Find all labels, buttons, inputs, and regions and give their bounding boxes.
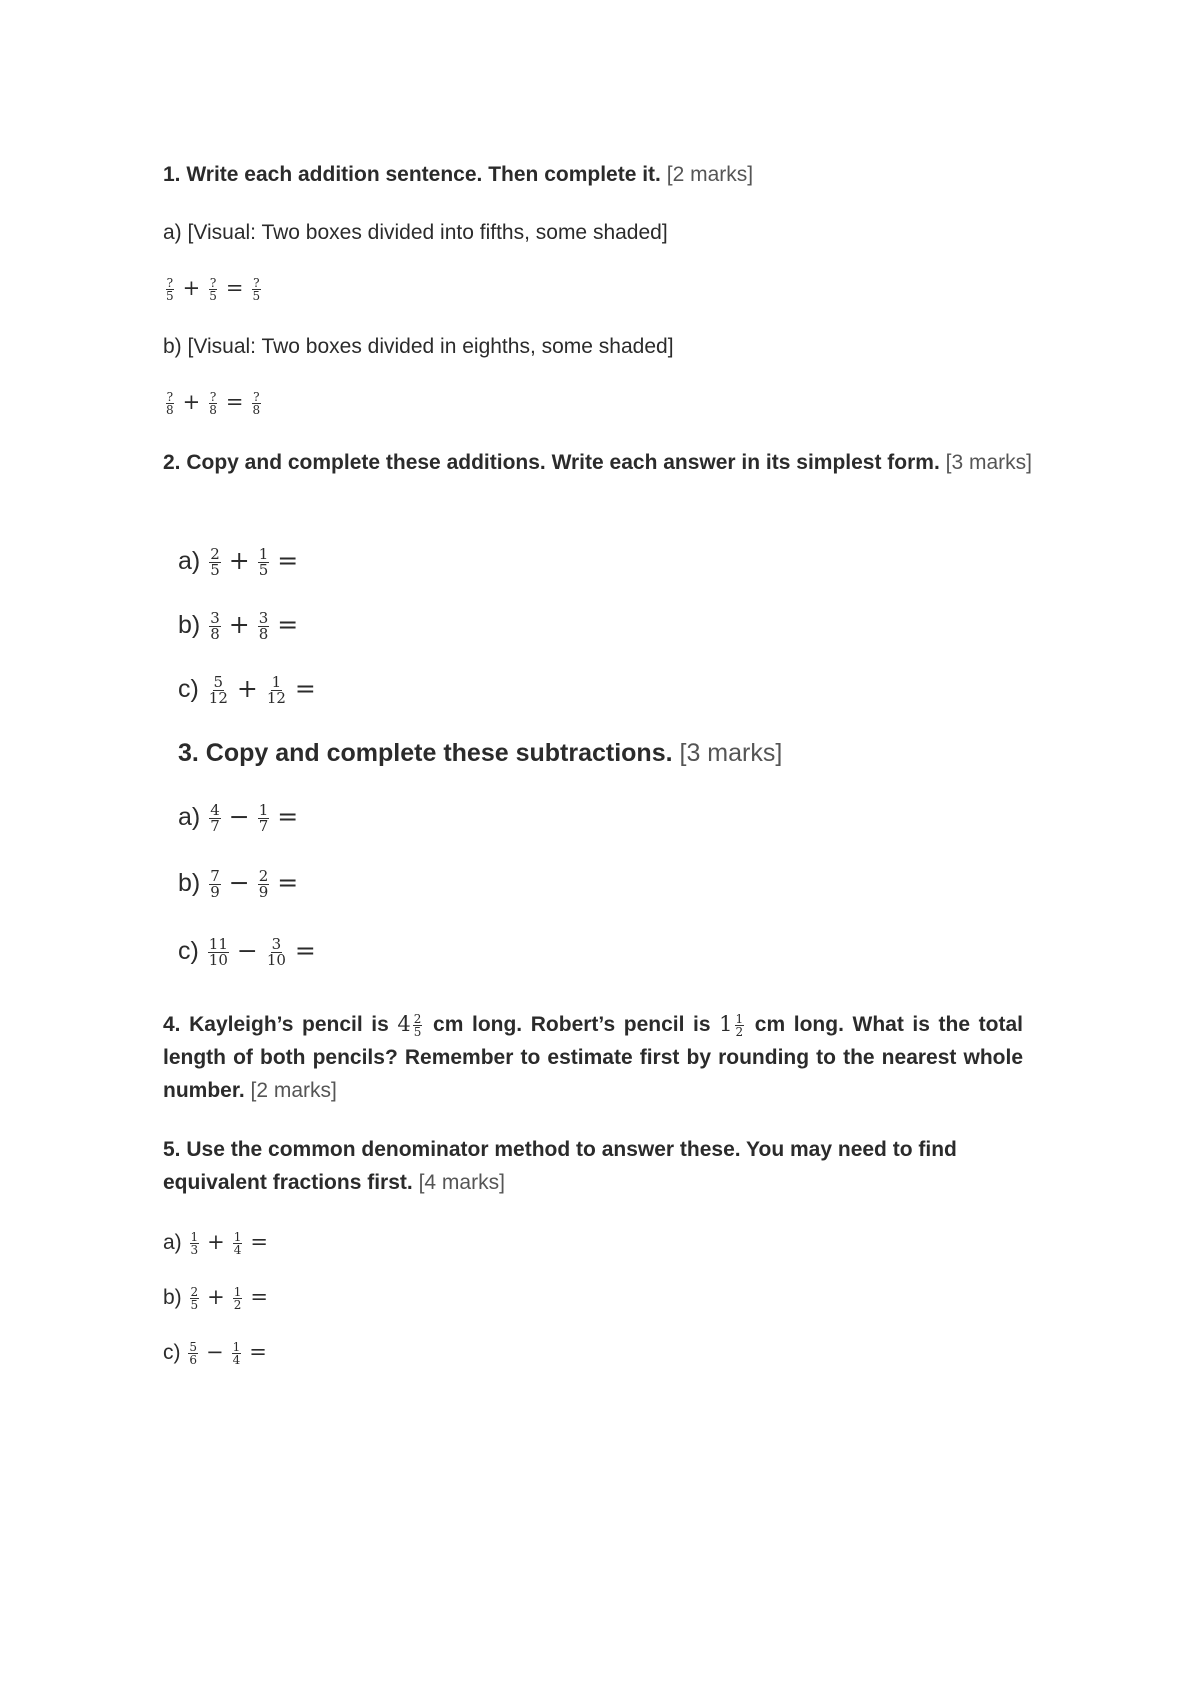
- q5-item-a: a) $\frac{1}{3}$ + $\frac{1}{4}$ =: [163, 1229, 269, 1257]
- q2-heading-line: [163, 446, 1043, 479]
- q1-heading-line: [163, 158, 1043, 191]
- q1-marks: [2 marks]: [666, 163, 754, 186]
- q5-marks: [4 marks]: [418, 1171, 505, 1194]
- mixed-number-kayleigh: 4 $\frac{2}{5}$: [397, 1011, 422, 1039]
- q3-item-c: c) $\frac{11}{10}$ − $\frac{3}{10}$ =: [178, 934, 316, 969]
- fraction: $\frac{?}{8}$: [252, 389, 261, 417]
- fraction: $\frac{?}{5}$: [252, 275, 261, 303]
- fraction: $\frac{?}{8}$: [209, 389, 217, 417]
- q3-heading: 3. Copy and complete these subtractions.: [178, 739, 673, 767]
- q2-marks: [3 marks]: [945, 451, 1033, 474]
- q5-heading: 5. Use the common denominator method to answer these. You may need to find equivalent fractions first.: [163, 1138, 957, 1194]
- q2-item-a: a) $\frac{2}{5}$ + $\frac{1}{5}$ =: [178, 544, 299, 579]
- mixed-number-robert: 1 $\frac{1}{2}$: [719, 1011, 744, 1039]
- q1-a-label: a) [Visual: Two boxes divided into fifths, some shaded]: [163, 221, 668, 244]
- q4-text-part2: cm long. Robert’s pencil is: [433, 1013, 711, 1036]
- q1-heading: 1. Write each addition sentence. Then complete it.: [163, 163, 661, 186]
- fraction: $\frac{?}{8}$: [166, 389, 174, 417]
- fraction: $\frac{?}{5}$: [209, 275, 217, 303]
- q5-heading-line: [163, 1133, 1023, 1199]
- q3-heading-line: [178, 737, 1038, 770]
- q5-item-c: c) $\frac{5}{6}$ − $\frac{1}{4}$ =: [163, 1339, 267, 1367]
- q2-heading: 2. Copy and complete these additions. Write each answer in its simplest form.: [163, 451, 940, 474]
- q4-paragraph: [163, 1008, 1023, 1107]
- q4-text-part3: cm long. What is the total length of both pencils? Remember to estimate first by rounding to the nearest whole number.: [163, 1013, 1023, 1102]
- q1-b-equation: $\frac{?}{8}$ + $\frac{?}{8}$ = $\frac{?}{8}$: [166, 389, 261, 417]
- q3-marks: [3 marks]: [679, 739, 783, 767]
- q5-item-b: b) $\frac{2}{5}$ + $\frac{1}{2}$ =: [163, 1284, 269, 1312]
- fraction: $\frac{?}{5}$: [166, 275, 174, 303]
- q4-marks: [2 marks]: [250, 1079, 337, 1102]
- q3-item-b: b) $\frac{7}{9}$ − $\frac{2}{9}$ =: [178, 866, 299, 901]
- q2-item-b: b) $\frac{3}{8}$ + $\frac{3}{8}$ =: [178, 608, 299, 643]
- q1-b-label: b) [Visual: Two boxes divided in eighths, some shaded]: [163, 335, 674, 358]
- q1-a-equation: $\frac{?}{5}$ + $\frac{?}{5}$ = $\frac{?}{5}$: [166, 275, 261, 303]
- q2-item-c: c) $\frac{5}{12}$ + $\frac{1}{12}$ =: [178, 672, 316, 707]
- q4-text-part1: 4. Kayleigh’s pencil is: [163, 1013, 389, 1036]
- q3-item-a: a) $\frac{4}{7}$ − $\frac{1}{7}$ =: [178, 800, 299, 835]
